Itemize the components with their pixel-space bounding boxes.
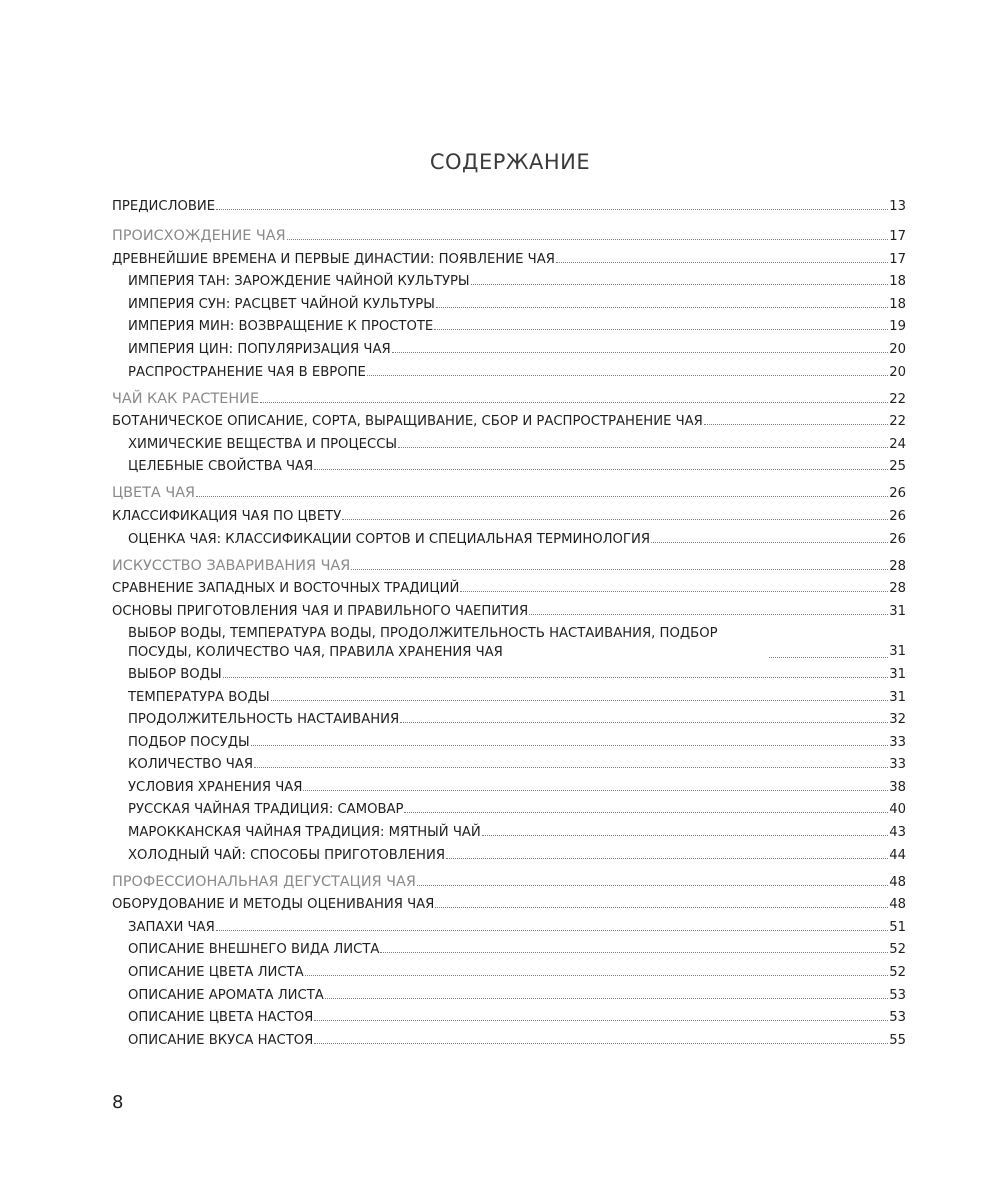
toc-entry-page: 55 [889, 1032, 906, 1048]
dot-leader [314, 1020, 888, 1021]
toc-section-tasting[interactable] [112, 872, 906, 893]
toc-section-origin[interactable] [112, 226, 906, 247]
toc-entry-label: ОПИСАНИЕ ВНЕШНЕГО ВИДА ЛИСТА [128, 942, 380, 958]
toc-entry-page: 53 [889, 987, 906, 1003]
toc-entry-label: ЗАПАХИ ЧАЯ [128, 919, 215, 935]
dot-leader [367, 375, 888, 376]
toc-entry-page: 26 [889, 531, 906, 547]
toc-subentry[interactable] [112, 1031, 906, 1051]
toc-entry-page: 18 [889, 296, 906, 312]
toc-entry-label: ИМПЕРИЯ ЦИН: ПОПУЛЯРИЗАЦИЯ ЧАЯ [128, 341, 391, 357]
toc-subentry[interactable] [112, 940, 906, 960]
toc-entry-label: УСЛОВИЯ ХРАНЕНИЯ ЧАЯ [128, 779, 303, 795]
toc-subentry-multiline[interactable] [112, 624, 906, 662]
toc-entry-label: ОПИСАНИЕ ЦВЕТА ЛИСТА [128, 965, 304, 981]
toc-entry-page: 48 [889, 897, 906, 913]
toc-entry-page: 17 [889, 251, 906, 267]
toc-entry-label: ХИМИЧЕСКИЕ ВЕЩЕСТВА И ПРОЦЕССЫ [128, 436, 398, 452]
dot-leader [216, 930, 888, 931]
dot-leader [325, 998, 888, 999]
toc-entry-label: ОБОРУДОВАНИЕ И МЕТОДЫ ОЦЕНИВАНИЯ ЧАЯ [112, 897, 435, 913]
toc-entry[interactable] [112, 250, 906, 270]
toc-entry-page: 24 [889, 436, 906, 452]
toc-subentry[interactable] [112, 846, 906, 866]
toc-entry-label: БОТАНИЧЕСКОЕ ОПИСАНИЕ, СОРТА, ВЫРАЩИВАНИЕ, СБОР И РАСПРОСТРАНЕНИЕ ЧАЯ [112, 414, 703, 430]
toc-subentry[interactable] [112, 963, 906, 983]
toc-entry-page: 32 [889, 712, 906, 728]
toc-subentry[interactable] [112, 688, 906, 708]
dot-leader [769, 657, 888, 658]
dot-leader [303, 790, 888, 791]
toc-subentry[interactable] [112, 823, 906, 843]
dot-leader [651, 542, 888, 543]
toc-entry-page: 28 [889, 558, 906, 574]
toc-subentry[interactable] [112, 317, 906, 337]
toc-subentry[interactable] [112, 363, 906, 383]
toc-section-label: ПРОФЕССИОНАЛЬНАЯ ДЕГУСТАЦИЯ ЧАЯ [112, 873, 416, 890]
dot-leader [435, 907, 888, 908]
toc-entry-page: 22 [889, 391, 906, 407]
toc-entry-page: 31 [889, 666, 906, 682]
toc-entry-label: КЛАССИФИКАЦИЯ ЧАЯ ПО ЦВЕТУ [112, 508, 342, 524]
toc-entry-label: ПРОДОЛЖИТЕЛЬНОСТЬ НАСТАИВАНИЯ [128, 712, 400, 728]
toc-subentry[interactable] [112, 800, 906, 820]
toc-subentry[interactable] [112, 710, 906, 730]
toc-entry-label: ОПИСАНИЕ ВКУСА НАСТОЯ [128, 1032, 314, 1048]
dot-leader [556, 262, 888, 263]
toc-entry-page: 52 [889, 965, 906, 981]
dot-leader [216, 209, 888, 210]
dot-leader [260, 402, 888, 403]
toc-entry-label: ИМПЕРИЯ ТАН: ЗАРОЖДЕНИЕ ЧАЙНОЙ КУЛЬТУРЫ [128, 274, 470, 290]
toc-entry-page: 53 [889, 1010, 906, 1026]
toc-entry-label: ХОЛОДНЫЙ ЧАЙ: СПОСОБЫ ПРИГОТОВЛЕНИЯ [128, 847, 445, 863]
dot-leader [251, 745, 889, 746]
toc-section-label: ИСКУССТВО ЗАВАРИВАНИЯ ЧАЯ [112, 557, 351, 574]
toc-entry-label: ИМПЕРИЯ МИН: ВОЗВРАЩЕНИЕ К ПРОСТОТЕ [128, 319, 434, 335]
toc-entry-page: 28 [889, 581, 906, 597]
dot-leader [446, 858, 888, 859]
dot-leader [351, 569, 888, 570]
dot-leader [314, 469, 888, 470]
toc-entry-label: СРАВНЕНИЕ ЗАПАДНЫХ И ВОСТОЧНЫХ ТРАДИЦИЙ [112, 581, 460, 597]
toc-entry-page: 18 [889, 274, 906, 290]
toc-entry-page: 26 [889, 508, 906, 524]
toc-entry-page: 22 [889, 414, 906, 430]
toc-entry[interactable] [112, 579, 906, 599]
toc-entry-page: 25 [889, 459, 906, 475]
toc-entry[interactable] [112, 507, 906, 527]
toc-entry-page: 33 [889, 734, 906, 750]
toc-subentry[interactable] [112, 918, 906, 938]
toc-entry-label: КОЛИЧЕСТВО ЧАЯ [128, 757, 254, 773]
toc-subentry[interactable] [112, 778, 906, 798]
toc-subentry[interactable] [112, 733, 906, 753]
toc-subentry[interactable] [112, 530, 906, 550]
dot-leader [305, 975, 889, 976]
toc-entry-label: ЦЕЛЕБНЫЕ СВОЙСТВА ЧАЯ [128, 459, 314, 475]
toc-entry-label-line2: ПОСУДЫ, КОЛИЧЕСТВО ЧАЯ, ПРАВИЛА ХРАНЕНИЯ ЧАЯ [128, 645, 503, 661]
toc-entry-label-line1: ВЫБОР ВОДЫ, ТЕМПЕРАТУРА ВОДЫ, ПРОДОЛЖИТЕЛЬНОСТЬ НАСТАИВАНИЯ, ПОДБОР [128, 626, 718, 642]
dot-leader [460, 591, 888, 592]
dot-leader [314, 1043, 888, 1044]
toc-entry-label: РУССКАЯ ЧАЙНАЯ ТРАДИЦИЯ: САМОВАР [128, 802, 404, 818]
toc-entry-label: ВЫБОР ВОДЫ [128, 666, 222, 682]
toc-entry-page: 20 [889, 364, 906, 380]
toc-subentry[interactable] [112, 665, 906, 685]
toc-entry-label: РАСПРОСТРАНЕНИЕ ЧАЯ В ЕВРОПЕ [128, 364, 366, 380]
dot-leader [223, 677, 889, 678]
dot-leader [398, 447, 888, 448]
toc-entry-page: 38 [889, 779, 906, 795]
toc-entry-label: МАРОККАНСКАЯ ЧАЙНАЯ ТРАДИЦИЯ: МЯТНЫЙ ЧАЙ [128, 825, 481, 841]
toc-entry-label [128, 624, 768, 662]
toc-entry-page: 33 [889, 757, 906, 773]
table-of-contents [112, 197, 906, 1053]
toc-entry-label: ОПИСАНИЕ АРОМАТА ЛИСТА [128, 987, 324, 1003]
dot-leader [400, 722, 888, 723]
toc-entry-label: ПОДБОР ПОСУДЫ [128, 734, 250, 750]
toc-subentry[interactable] [112, 435, 906, 455]
page-number: 8 [112, 1092, 124, 1113]
toc-entry-page: 31 [889, 603, 906, 619]
toc-subentry[interactable] [112, 272, 906, 292]
toc-entry-page: 26 [889, 486, 906, 502]
dot-leader [342, 519, 888, 520]
toc-section-label: ЧАЙ КАК РАСТЕНИЕ [112, 390, 260, 407]
toc-entry-page: 48 [889, 874, 906, 890]
toc-entry-page: 52 [889, 942, 906, 958]
toc-entry-label: ИМПЕРИЯ СУН: РАСЦВЕТ ЧАЙНОЙ КУЛЬТУРЫ [128, 296, 435, 312]
toc-subentry[interactable] [112, 986, 906, 1006]
toc-entry-page: 31 [889, 644, 906, 660]
toc-entry-label: ОСНОВЫ ПРИГОТОВЛЕНИЯ ЧАЯ И ПРАВИЛЬНОГО ЧАЕПИТИЯ [112, 603, 529, 619]
dot-leader [482, 835, 888, 836]
dot-leader [196, 496, 888, 497]
toc-entry-label: ДРЕВНЕЙШИЕ ВРЕМЕНА И ПЕРВЫЕ ДИНАСТИИ: ПОЯВЛЕНИЕ ЧАЯ [112, 251, 555, 267]
toc-entry[interactable] [112, 895, 906, 915]
dot-leader [380, 952, 888, 953]
dot-leader [287, 239, 889, 240]
toc-entry-page: 40 [889, 802, 906, 818]
dot-leader [704, 424, 888, 425]
dot-leader [417, 885, 888, 886]
toc-entry-preface[interactable] [112, 197, 906, 217]
toc-entry-page: 17 [889, 229, 906, 244]
dot-leader [434, 329, 888, 330]
toc-section-brewing[interactable] [112, 556, 906, 577]
dot-leader [404, 812, 888, 813]
toc-entry-page: 20 [889, 341, 906, 357]
dot-leader [529, 614, 888, 615]
toc-subentry[interactable] [112, 340, 906, 360]
dot-leader [436, 307, 888, 308]
toc-entry-page: 43 [889, 825, 906, 841]
dot-leader [254, 767, 888, 768]
toc-section-label: ПРОИСХОЖДЕНИЕ ЧАЯ [112, 228, 286, 244]
page-title: СОДЕРЖАНИЕ [429, 150, 591, 174]
dot-leader [471, 284, 889, 285]
toc-entry-label: ОПИСАНИЕ ЦВЕТА НАСТОЯ [128, 1010, 314, 1026]
toc-entry-label: ТЕМПЕРАТУРА ВОДЫ [128, 689, 270, 705]
toc-entry[interactable] [112, 602, 906, 622]
toc-entry-page: 31 [889, 689, 906, 705]
toc-section-colors[interactable] [112, 483, 906, 504]
toc-subentry[interactable] [112, 295, 906, 315]
dot-leader [392, 352, 889, 353]
toc-entry[interactable] [112, 412, 906, 432]
toc-section-label: ЦВЕТА ЧАЯ [112, 485, 196, 502]
toc-section-plant[interactable] [112, 389, 906, 410]
toc-entry-page: 51 [889, 919, 906, 935]
dot-leader [271, 700, 889, 701]
toc-entry-label: ПРЕДИСЛОВИЕ [112, 199, 216, 214]
toc-entry-page: 19 [889, 319, 906, 335]
toc-subentry[interactable] [112, 755, 906, 775]
toc-subentry[interactable] [112, 457, 906, 477]
toc-entry-page: 13 [889, 199, 906, 214]
toc-entry-label: ОЦЕНКА ЧАЯ: КЛАССИФИКАЦИИ СОРТОВ И СПЕЦИАЛЬНАЯ ТЕРМИНОЛОГИЯ [128, 531, 651, 547]
toc-subentry[interactable] [112, 1008, 906, 1028]
toc-entry-page: 44 [889, 847, 906, 863]
